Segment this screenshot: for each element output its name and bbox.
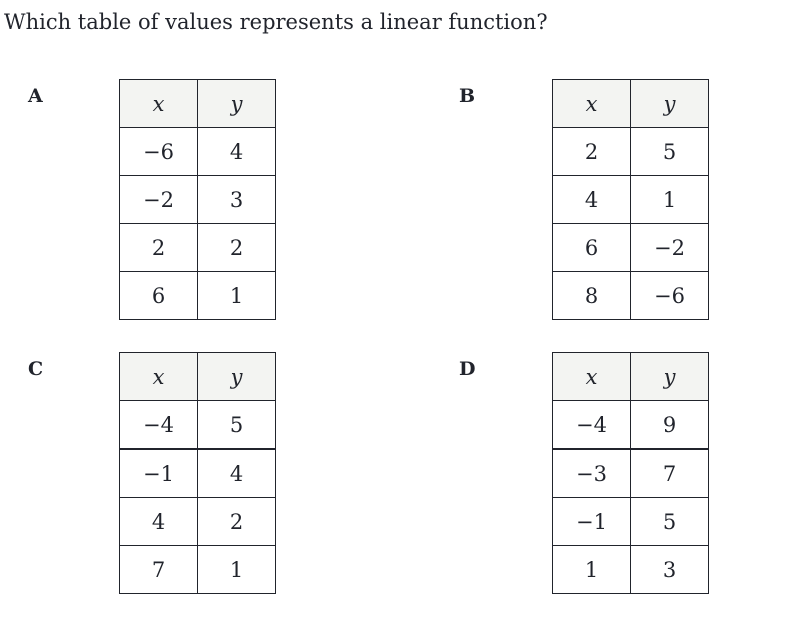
cell-y: 3 bbox=[198, 176, 276, 224]
cell-y: −2 bbox=[631, 224, 709, 272]
cell-x: −6 bbox=[120, 128, 198, 176]
table-row bbox=[120, 498, 276, 546]
header-y: y bbox=[198, 80, 276, 128]
cell-y: 5 bbox=[631, 128, 709, 176]
cell-x: 6 bbox=[120, 272, 198, 320]
choice-a-letter: A bbox=[28, 85, 43, 107]
table-header-row bbox=[120, 353, 276, 401]
choice-c-letter: C bbox=[28, 358, 44, 380]
table-row bbox=[553, 272, 709, 320]
cell-y: 5 bbox=[198, 401, 276, 450]
cell-x: −1 bbox=[120, 449, 198, 498]
header-x: x bbox=[120, 353, 198, 401]
cell-x: 6 bbox=[553, 224, 631, 272]
table-row bbox=[553, 224, 709, 272]
cell-y: 1 bbox=[198, 272, 276, 320]
cell-x: −4 bbox=[120, 401, 198, 450]
cell-y: 4 bbox=[198, 449, 276, 498]
table-header-row bbox=[553, 353, 709, 401]
cell-x: 1 bbox=[553, 546, 631, 594]
cell-y: 3 bbox=[631, 546, 709, 594]
choice-b-letter: B bbox=[459, 85, 476, 107]
choice-b-table bbox=[552, 79, 709, 320]
table-header-row bbox=[553, 80, 709, 128]
table-row bbox=[553, 498, 709, 546]
choice-a-table bbox=[119, 79, 276, 320]
table-row bbox=[120, 401, 276, 450]
table-row bbox=[120, 449, 276, 498]
cell-y: −6 bbox=[631, 272, 709, 320]
cell-x: −1 bbox=[553, 498, 631, 546]
table-row bbox=[553, 401, 709, 450]
cell-y: 7 bbox=[631, 449, 709, 498]
cell-x: 7 bbox=[120, 546, 198, 594]
cell-y: 4 bbox=[198, 128, 276, 176]
choice-d-table bbox=[552, 352, 709, 594]
cell-x: −3 bbox=[553, 449, 631, 498]
table-row bbox=[553, 176, 709, 224]
cell-y: 2 bbox=[198, 224, 276, 272]
cell-y: 5 bbox=[631, 498, 709, 546]
cell-y: 1 bbox=[198, 546, 276, 594]
cell-x: 2 bbox=[553, 128, 631, 176]
table-row bbox=[120, 272, 276, 320]
choice-c-table bbox=[119, 352, 276, 594]
cell-y: 1 bbox=[631, 176, 709, 224]
header-y: y bbox=[631, 353, 709, 401]
table-row bbox=[553, 128, 709, 176]
table-row bbox=[120, 546, 276, 594]
table-row bbox=[553, 546, 709, 594]
cell-x: 4 bbox=[553, 176, 631, 224]
cell-y: 2 bbox=[198, 498, 276, 546]
header-x: x bbox=[553, 353, 631, 401]
question-text: Which table of values represents a linear function? bbox=[4, 10, 548, 34]
cell-x: 2 bbox=[120, 224, 198, 272]
table-row bbox=[120, 224, 276, 272]
table-header-row bbox=[120, 80, 276, 128]
header-x: x bbox=[120, 80, 198, 128]
table-row bbox=[120, 128, 276, 176]
table-row bbox=[553, 449, 709, 498]
cell-x: 4 bbox=[120, 498, 198, 546]
cell-y: 9 bbox=[631, 401, 709, 450]
choice-d-letter: D bbox=[459, 358, 476, 380]
header-x: x bbox=[553, 80, 631, 128]
header-y: y bbox=[631, 80, 709, 128]
header-y: y bbox=[198, 353, 276, 401]
cell-x: 8 bbox=[553, 272, 631, 320]
cell-x: −4 bbox=[553, 401, 631, 450]
table-row bbox=[120, 176, 276, 224]
cell-x: −2 bbox=[120, 176, 198, 224]
